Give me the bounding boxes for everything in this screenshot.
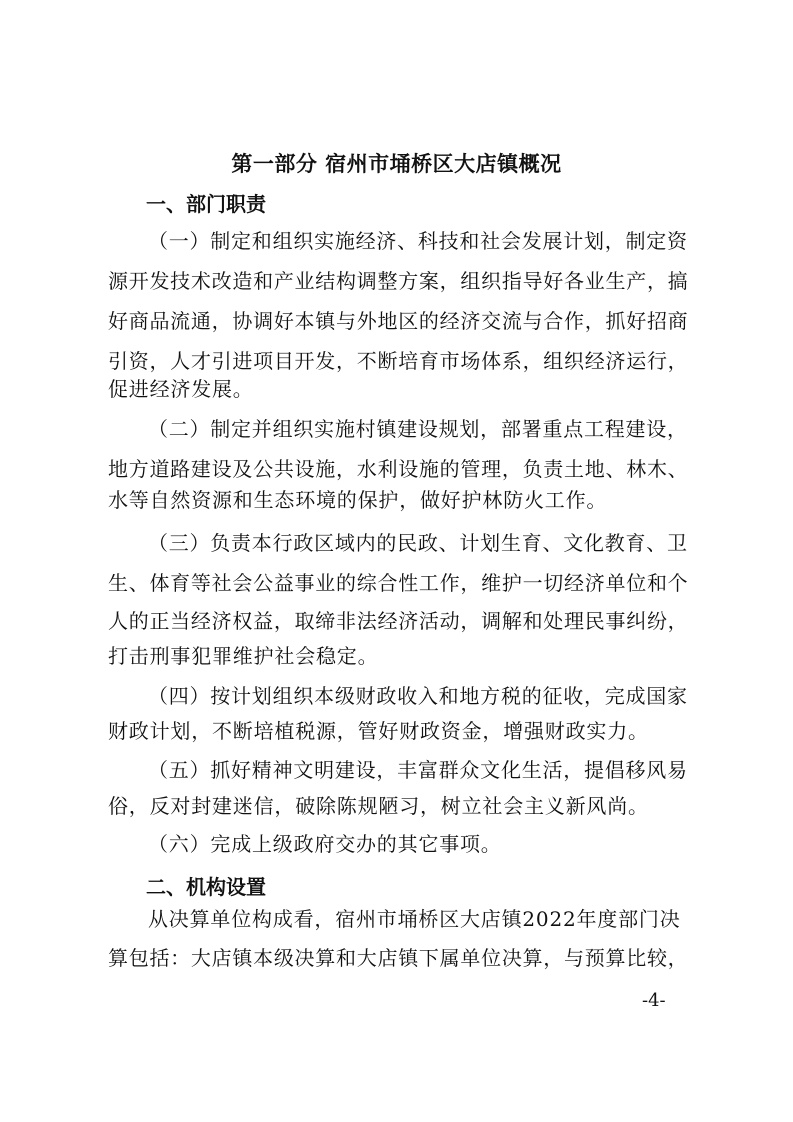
paragraph-line: 源开发技术改造和产业结构调整方案，组织指导好各业生产，搞 — [108, 269, 689, 293]
paragraph-line: （一）制定和组织实施经济、科技和社会发展计划，制定资 — [148, 229, 688, 253]
paragraph-line: 俗，反对封建迷信，破除陈规陋习，树立社会主义新风尚。 — [108, 794, 649, 818]
paragraph-line: 引资，人才引进项目开发，不断培育市场体系，组织经济运行， — [108, 349, 689, 373]
paragraph-line: 好商品流通，协调好本镇与外地区的经济交流与合作，抓好招商 — [108, 309, 689, 333]
paragraph-line: （六）完成上级政府交办的其它事项。 — [148, 832, 502, 856]
paragraph-line: 财政计划，不断培植税源，管好财政资金，增强财政实力。 — [108, 719, 649, 743]
paragraph-line: 算包括：大店镇本级决算和大店镇下属单位决算，与预算比较， — [108, 946, 689, 970]
paragraph-line: 地方道路建设及公共设施，水利设施的管理，负责土地、林木、 — [108, 457, 689, 481]
paragraph-line: 生、体育等社会公益事业的综合性工作，维护一切经济单位和个 — [108, 571, 689, 595]
paragraph-line: 水等自然资源和生态环境的保护，做好护林防火工作。 — [108, 488, 608, 512]
document-title: 第一部分 宿州市埇桥区大店镇概况 — [231, 152, 562, 176]
paragraph-line: 人的正当经济权益，取缔非法经济活动，调解和处理民事纠纷， — [108, 609, 689, 633]
paragraph-line: （四）按计划组织本级财政收入和地方税的征收，完成国家 — [148, 684, 688, 708]
section-heading-organization: 二、机构设置 — [146, 875, 266, 899]
page-number: -4- — [642, 990, 666, 1011]
paragraph-line: （二）制定并组织实施村镇建设规划，部署重点工程建设， — [148, 417, 688, 441]
paragraph-line: 打击刑事犯罪维护社会稳定。 — [108, 644, 379, 668]
paragraph-line: （五）抓好精神文明建设，丰富群众文化生活，提倡移风易 — [148, 758, 688, 782]
section-heading-duties: 一、部门职责 — [146, 192, 266, 216]
paragraph-line: 从决算单位构成看，宿州市埇桥区大店镇2022年度部门决 — [148, 907, 681, 931]
paragraph-line: （三）负责本行政区域内的民政、计划生育、文化教育、卫 — [148, 531, 688, 555]
paragraph-line: 促进经济发展。 — [108, 377, 254, 401]
